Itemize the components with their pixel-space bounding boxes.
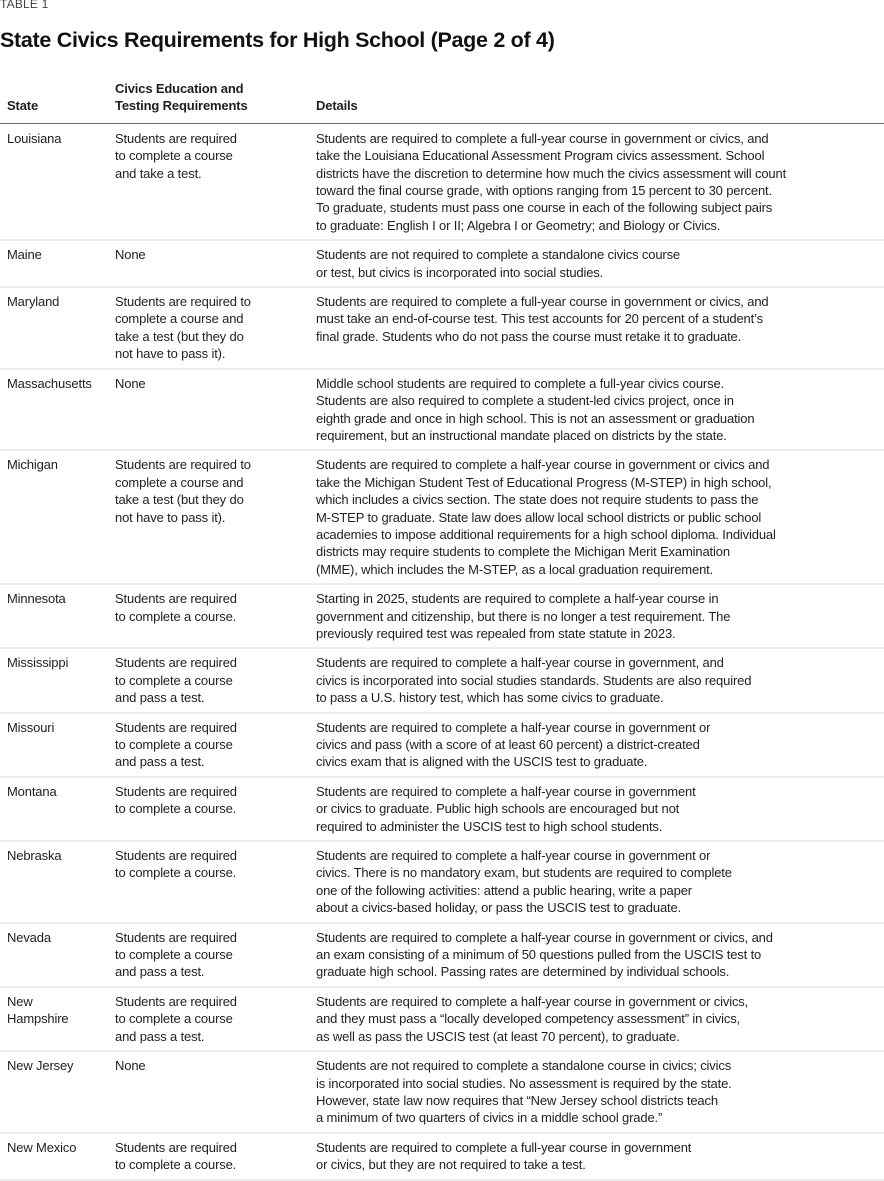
requirement-text-line: to complete a course xyxy=(115,148,233,164)
table-row xyxy=(0,287,884,369)
requirement-text-line: Students are required xyxy=(115,848,237,864)
state-text-line: New xyxy=(7,993,33,1009)
table-title: State Civics Requirements for High School (Page 2 of 4) xyxy=(0,28,555,52)
requirement-text-line: to complete a course xyxy=(115,672,233,688)
requirement-text-line: None xyxy=(115,375,146,391)
details-text-line: Starting in 2025, students are required to complete a half-year course in xyxy=(316,591,719,607)
details-text-line: districts may require students to complete the Michigan Merit Examination xyxy=(316,544,730,560)
details-text-line: Students are required to complete a half-year course in government, and xyxy=(316,655,724,671)
requirement-cell xyxy=(115,777,316,841)
requirement-text-line: not have to pass it). xyxy=(115,509,226,525)
requirement-cell xyxy=(115,287,316,369)
state-text-line: Montana xyxy=(7,783,57,799)
requirement-text-line: and pass a test. xyxy=(115,690,205,706)
details-text-line: Students are also required to complete a student-led civics project, once in xyxy=(316,393,734,409)
state-text-line: New Mexico xyxy=(7,1139,77,1155)
details-text-line: Students are required to complete a half-year course in government or xyxy=(316,848,711,864)
details-text-line: Students are not required to complete a standalone civics course xyxy=(316,247,681,263)
details-text-line: government and citizenship, but there is no longer a test requirement. The xyxy=(316,608,731,624)
details-cell xyxy=(316,648,884,712)
table-row xyxy=(0,648,884,712)
details-cell xyxy=(316,1133,884,1180)
state-cell xyxy=(0,584,115,648)
details-text-line: a minimum of two quarters of civics in a middle school grade.” xyxy=(316,1110,663,1126)
requirement-cell xyxy=(115,648,316,712)
table-row xyxy=(0,584,884,648)
requirement-text-line: to complete a course xyxy=(115,737,233,752)
column-header-requirements-line2: Testing Requirements xyxy=(115,98,248,114)
table-row xyxy=(0,1133,884,1180)
header-row xyxy=(0,80,884,123)
state-cell xyxy=(0,287,115,369)
requirement-text-line: None xyxy=(115,247,146,263)
requirement-text-line: complete a course and xyxy=(115,474,244,490)
details-text-line: To graduate, students must pass one course in each of the following subject pairs xyxy=(316,200,773,216)
details-text-line: to graduate: English I or II; Algebra I or Geometry; and Biology or Civics. xyxy=(316,217,721,233)
table-row xyxy=(0,841,884,923)
state-text-line: Massachusetts xyxy=(7,375,92,391)
state-cell xyxy=(0,987,115,1051)
requirement-text-line: and pass a test. xyxy=(115,754,205,770)
details-text-line: one of the following activities: attend a public hearing, write a paper xyxy=(316,882,692,898)
state-text-line: Mississippi xyxy=(7,655,69,671)
details-text-line: M-STEP to graduate. State law does allow local school districts or public school xyxy=(316,509,762,525)
requirement-text-line: Students are required to xyxy=(115,457,251,473)
requirement-cell xyxy=(115,240,316,287)
state-cell xyxy=(0,923,115,987)
column-header-requirements xyxy=(115,80,316,123)
state-cell xyxy=(0,713,115,777)
requirement-cell xyxy=(115,923,316,987)
table-body xyxy=(0,123,884,1179)
details-text-line: or civics, but they are not required to take a test. xyxy=(316,1157,586,1173)
details-text-line: as well as pass the USCIS test (at least 70 percent), to graduate. xyxy=(316,1028,680,1044)
requirement-text-line: to complete a course. xyxy=(115,608,237,624)
details-text-line: Students are not required to complete a standalone course in civics; civics xyxy=(316,1058,732,1074)
details-cell xyxy=(316,123,884,240)
requirement-text-line: Students are required to xyxy=(115,294,251,310)
state-cell xyxy=(0,648,115,712)
requirement-text-line: to complete a course. xyxy=(115,801,237,817)
table-label: TABLE 1 xyxy=(0,0,49,11)
requirement-text-line: complete a course and xyxy=(115,311,244,327)
details-text-line: Students are required to complete a half-year course in government or xyxy=(316,719,711,735)
details-text-line: required to administer the USCIS test to high school students. xyxy=(316,818,663,834)
state-text-line: Nebraska xyxy=(7,848,62,864)
requirement-text-line: Students are required xyxy=(115,929,237,945)
details-text-line: must take an end-of-course test. This test accounts for 20 percent of a student’s xyxy=(316,311,763,327)
table-row xyxy=(0,987,884,1051)
column-header-details-label: Details xyxy=(316,98,358,114)
details-cell xyxy=(316,987,884,1051)
requirement-text-line: to complete a course. xyxy=(115,1157,237,1173)
details-cell xyxy=(316,369,884,451)
details-text-line: civics is incorporated into social studies standards. Students are also required xyxy=(316,672,752,688)
state-text-line: Michigan xyxy=(7,457,58,473)
details-text-line: civics and pass (with a score of at least 60 percent) a district-created xyxy=(316,737,700,752)
state-cell xyxy=(0,123,115,240)
state-text-line: New Jersey xyxy=(7,1058,74,1074)
state-cell xyxy=(0,369,115,451)
column-header-requirements-line1: Civics Education and xyxy=(115,81,244,96)
details-text-line: Students are required to complete a full-year course in government xyxy=(316,1139,692,1155)
requirement-cell xyxy=(115,713,316,777)
details-cell xyxy=(316,1051,884,1133)
state-cell xyxy=(0,240,115,287)
details-cell xyxy=(316,777,884,841)
requirement-text-line: take a test (but they do xyxy=(115,492,244,508)
state-cell xyxy=(0,1051,115,1133)
requirement-cell xyxy=(115,450,316,584)
details-cell xyxy=(316,287,884,369)
details-cell xyxy=(316,240,884,287)
details-text-line: (MME), which includes the M-STEP, as a local graduation requirement. xyxy=(316,561,714,577)
details-text-line: civics. There is no mandatory exam, but students are required to complete xyxy=(316,865,732,881)
details-text-line: requirement, but an instructional mandate placed on districts by the state. xyxy=(316,427,727,443)
details-text-line: toward the final course grade, with options ranging from 15 percent to 30 percent. xyxy=(316,183,772,199)
table-row xyxy=(0,1051,884,1133)
requirement-cell xyxy=(115,369,316,451)
requirement-cell xyxy=(115,1133,316,1180)
column-header-details xyxy=(316,80,884,123)
requirement-text-line: Students are required xyxy=(115,591,237,607)
state-text-line: Maryland xyxy=(7,294,60,310)
requirement-text-line: Students are required xyxy=(115,719,237,735)
details-text-line: which includes a civics section. The state does not require students to pass the xyxy=(316,492,759,508)
requirement-text-line: not have to pass it). xyxy=(115,346,226,362)
requirement-text-line: and take a test. xyxy=(115,165,202,181)
table-row xyxy=(0,369,884,451)
table-row xyxy=(0,450,884,584)
requirement-text-line: and pass a test. xyxy=(115,1028,205,1044)
civics-requirements-table xyxy=(0,80,884,1181)
table-row xyxy=(0,240,884,287)
table-row xyxy=(0,123,884,240)
requirement-cell xyxy=(115,841,316,923)
details-text-line: However, state law now requires that “New Jersey school districts teach xyxy=(316,1092,718,1108)
details-text-line: final grade. Students who do not pass the course must retake it to graduate. xyxy=(316,328,742,344)
requirement-text-line: take a test (but they do xyxy=(115,328,244,344)
details-text-line: Middle school students are required to complete a full-year civics course. xyxy=(316,375,724,391)
requirement-cell xyxy=(115,987,316,1051)
details-text-line: eighth grade and once in high school. This is not an assessment or graduation xyxy=(316,410,755,426)
details-text-line: Students are required to complete a half-year course in government or civics, and xyxy=(316,929,773,945)
details-cell xyxy=(316,450,884,584)
requirement-text-line: to complete a course. xyxy=(115,865,237,881)
table-row xyxy=(0,777,884,841)
details-cell xyxy=(316,923,884,987)
state-cell xyxy=(0,450,115,584)
details-text-line: is incorporated into social studies. No assessment is required by the state. xyxy=(316,1075,732,1091)
state-text-line: Minnesota xyxy=(7,591,66,607)
details-text-line: and they must pass a “locally developed competency assessment” in civics, xyxy=(316,1011,741,1027)
state-text-line: Hampshire xyxy=(7,1011,69,1027)
requirement-text-line: to complete a course xyxy=(115,947,233,963)
details-text-line: previously required test was repealed from state statute in 2023. xyxy=(316,625,676,641)
requirement-text-line: Students are required xyxy=(115,655,237,671)
details-cell xyxy=(316,584,884,648)
state-text-line: Missouri xyxy=(7,719,55,735)
details-text-line: take the Michigan Student Test of Educational Progress (M-STEP) in high school, xyxy=(316,474,772,490)
details-text-line: Students are required to complete a full-year course in government or civics, and xyxy=(316,294,769,310)
requirement-text-line: Students are required xyxy=(115,783,237,799)
details-text-line: an exam consisting of a minimum of 50 questions pulled from the USCIS test to xyxy=(316,947,762,963)
requirement-cell xyxy=(115,123,316,240)
requirement-text-line: Students are required xyxy=(115,1139,237,1155)
state-text-line: Nevada xyxy=(7,929,51,945)
details-text-line: academies to impose additional requirements for a high school diploma. Individual xyxy=(316,526,776,542)
details-text-line: graduate high school. Passing rates are determined by individual schools. xyxy=(316,964,730,980)
details-cell xyxy=(316,841,884,923)
state-cell xyxy=(0,777,115,841)
details-text-line: or civics to graduate. Public high schools are encouraged but not xyxy=(316,801,680,817)
details-text-line: Students are required to complete a half-year course in government xyxy=(316,783,696,799)
column-header-state-label: State xyxy=(7,98,39,114)
details-text-line: about a civics-based holiday, or pass the USCIS test to graduate. xyxy=(316,900,682,916)
state-text-line: Maine xyxy=(7,247,42,263)
details-text-line: Students are required to complete a full-year course in government or civics, and xyxy=(316,130,769,146)
details-text-line: to pass a U.S. history test, which has some civics to graduate. xyxy=(316,690,664,706)
details-text-line: Students are required to complete a half-year course in government or civics, xyxy=(316,993,749,1009)
table-row xyxy=(0,923,884,987)
state-cell xyxy=(0,841,115,923)
details-text-line: or test, but civics is incorporated into social studies. xyxy=(316,264,604,280)
requirement-text-line: to complete a course xyxy=(115,1011,233,1027)
requirement-text-line: Students are required xyxy=(115,993,237,1009)
requirement-cell xyxy=(115,584,316,648)
requirement-cell xyxy=(115,1051,316,1133)
requirement-text-line: None xyxy=(115,1058,146,1074)
details-text-line: take the Louisiana Educational Assessment Program civics assessment. School xyxy=(316,148,765,164)
state-cell xyxy=(0,1133,115,1180)
details-text-line: districts have the discretion to determine how much the civics assessment will count xyxy=(316,165,787,181)
requirement-text-line: and pass a test. xyxy=(115,964,205,980)
table-row xyxy=(0,713,884,777)
details-cell xyxy=(316,713,884,777)
details-text-line: civics exam that is aligned with the USCIS test to graduate. xyxy=(316,754,648,770)
column-header-state xyxy=(0,80,115,123)
requirement-text-line: Students are required xyxy=(115,130,237,146)
state-text-line: Louisiana xyxy=(7,130,62,146)
details-text-line: Students are required to complete a half-year course in government or civics and xyxy=(316,457,770,473)
